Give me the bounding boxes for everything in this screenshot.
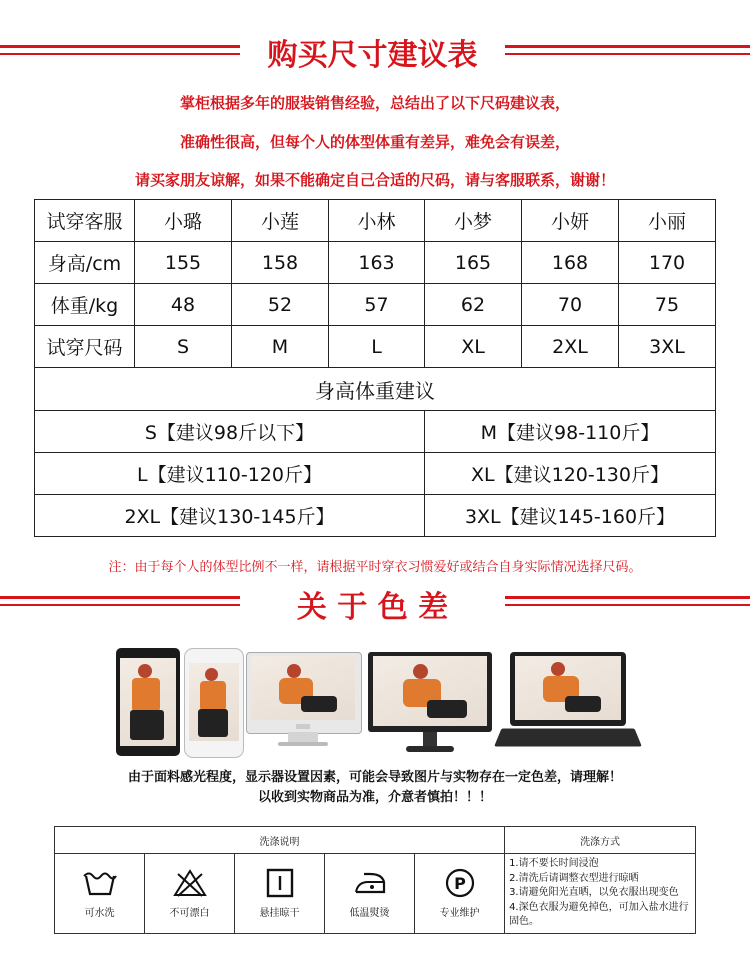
- care-header-left: 洗涤说明: [55, 827, 505, 854]
- care-header-row: [55, 827, 696, 854]
- header-rule-right-thin: [505, 604, 750, 606]
- care-label: 可水洗: [84, 907, 115, 919]
- size-chart-title: 购买尺寸建议表: [267, 38, 478, 73]
- section-title: 身高体重建议: [35, 368, 716, 411]
- care-label: 不可漂白: [169, 907, 210, 919]
- color-difference-title: 关 于 色 差: [296, 590, 449, 625]
- table-cell: 168: [522, 242, 619, 284]
- table-cell: 158: [232, 242, 329, 284]
- care-instruction: 2.清洗后请调整衣型进行晾晒: [509, 872, 639, 884]
- table-cell: 165: [425, 242, 522, 284]
- table-cell: 小丽: [619, 200, 716, 242]
- table-section-title-row: [35, 368, 716, 411]
- hang-dry-icon: [262, 868, 298, 898]
- row-label: 试穿客服: [35, 200, 135, 242]
- phone-device: [116, 648, 180, 756]
- care-label: 悬挂晾干: [259, 907, 300, 919]
- table-cell: L: [329, 326, 425, 368]
- size-footnote: 注：由于每个人的体型比例不一样，请根据平时穿衣习惯爱好或结合自身实际情况选择尺码。: [108, 560, 642, 575]
- care-item: [55, 854, 145, 934]
- header-rule-left-thin: [0, 604, 240, 606]
- color-disclaimer-2: 以收到实物商品为准，介意者慎拍！！！: [257, 790, 492, 805]
- header-rule-right: [505, 596, 750, 599]
- table-cell: 小莲: [232, 200, 329, 242]
- size-table: [34, 199, 716, 537]
- suggestion-cell: 3XL【建议145-160斤】: [425, 495, 716, 537]
- header-rule-left-thin: [0, 53, 240, 55]
- header-rule-left: [0, 596, 240, 599]
- suggestion-cell: 2XL【建议130-145斤】: [35, 495, 425, 537]
- care-item: [325, 854, 415, 934]
- no-bleach-icon: [172, 868, 208, 898]
- table-row-weight: [35, 284, 716, 326]
- table-cell: 小林: [329, 200, 425, 242]
- table-cell: 48: [135, 284, 232, 326]
- row-label: 试穿尺码: [35, 326, 135, 368]
- table-row-size: [35, 326, 716, 368]
- table-cell: S: [135, 326, 232, 368]
- header-rule-right-thin: [505, 53, 750, 55]
- table-row-staff: [35, 200, 716, 242]
- care-table: [54, 826, 696, 934]
- table-cell: 70: [522, 284, 619, 326]
- suggestion-cell: XL【建议120-130斤】: [425, 453, 716, 495]
- suggestion-cell: L【建议110-120斤】: [35, 453, 425, 495]
- care-header-right: 洗涤方式: [505, 827, 696, 854]
- care-instruction: 3.请避免阳光直晒，以免衣服出现变色: [509, 887, 679, 898]
- intro-line-1: 掌柜根据多年的服装销售经验，总结出了以下尺码建议表，: [179, 94, 570, 112]
- suggestion-cell: M【建议98-110斤】: [425, 411, 716, 453]
- low-iron-icon: [352, 868, 388, 898]
- table-cell: 小梦: [425, 200, 522, 242]
- row-label: 体重/kg: [35, 284, 135, 326]
- desktop-monitor: [368, 652, 492, 754]
- table-cell: 57: [329, 284, 425, 326]
- header-rule-left: [0, 45, 240, 48]
- hand-wash-icon: [82, 868, 118, 898]
- phone-device: [184, 648, 244, 758]
- laptop-device: [498, 652, 638, 754]
- table-cell: 62: [425, 284, 522, 326]
- table-cell: 52: [232, 284, 329, 326]
- header-rule-right: [505, 45, 750, 48]
- care-label: 低温熨烫: [349, 907, 390, 919]
- care-instruction: 1.请不要长时间浸泡: [509, 858, 599, 869]
- care-item: [145, 854, 235, 934]
- svg-text:P: P: [453, 873, 466, 893]
- table-cell: XL: [425, 326, 522, 368]
- care-instruction: 4.深色衣服为避免掉色，可加入盐水进行固色。: [509, 901, 689, 927]
- color-disclaimer-1: 由于面料感光程度，显示器设置因素，可能会导致图片与实物存在一定色差，请理解！: [127, 770, 622, 785]
- devices-illustration: [110, 640, 640, 760]
- suggestion-row: [35, 453, 716, 495]
- table-cell: 2XL: [522, 326, 619, 368]
- desktop-monitor: [246, 652, 360, 748]
- care-body-row: [55, 854, 696, 934]
- table-cell: 170: [619, 242, 716, 284]
- table-cell: 小璐: [135, 200, 232, 242]
- row-label: 身高/cm: [35, 242, 135, 284]
- care-item: [235, 854, 325, 934]
- intro-line-3: 请买家朋友谅解，如果不能确定自己合适的尺码，请与客服联系，谢谢！: [134, 171, 615, 189]
- table-cell: 3XL: [619, 326, 716, 368]
- professional-care-icon: [442, 868, 478, 898]
- care-instructions: [505, 854, 696, 934]
- suggestion-row: [35, 495, 716, 537]
- table-cell: 163: [329, 242, 425, 284]
- care-label: 专业维护: [439, 907, 480, 919]
- table-cell: M: [232, 326, 329, 368]
- suggestion-cell: S【建议98斤以下】: [35, 411, 425, 453]
- care-item: [415, 854, 505, 934]
- table-row-height: [35, 242, 716, 284]
- intro-line-2: 准确性很高，但每个人的体型体重有差异，难免会有误差，: [179, 133, 570, 151]
- table-cell: 75: [619, 284, 716, 326]
- suggestion-row: [35, 411, 716, 453]
- table-cell: 155: [135, 242, 232, 284]
- table-cell: 小妍: [522, 200, 619, 242]
